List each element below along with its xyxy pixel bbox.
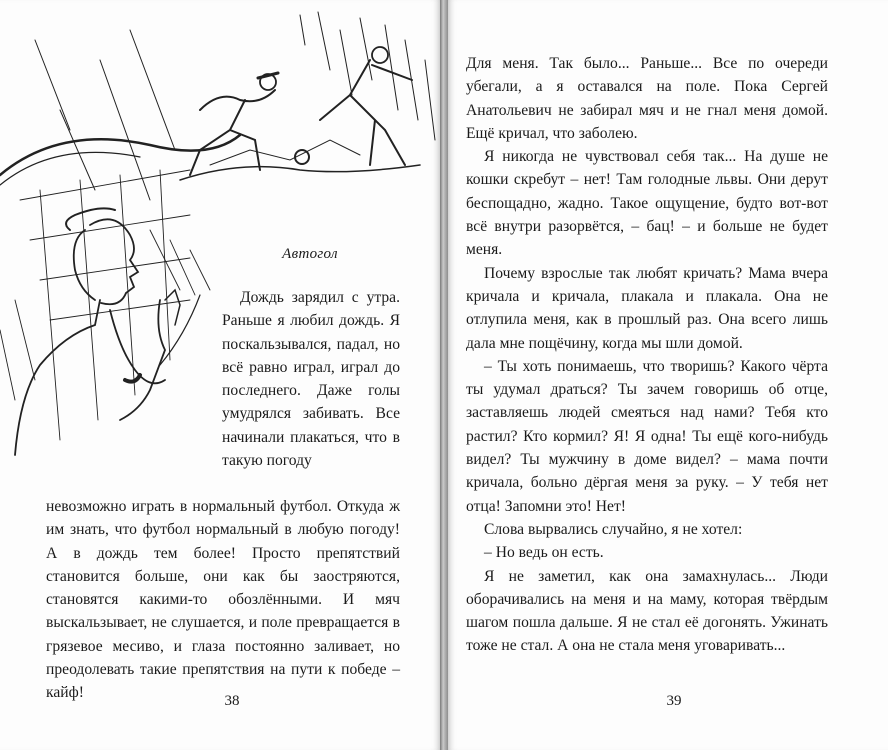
right-paragraph: Для меня. Так было... Раньше... Все по очереди убегали, а я оставался на поле. Пока Сергей Анатольевич не забирал мяч и не гнал меня домой. Ещё кричал, что заболею.	[466, 55, 828, 142]
left-text-narrow	[222, 286, 400, 472]
left-page	[0, 0, 440, 750]
left-paragraph-start: Дождь зарядил с утра. Раньше я любил дождь. Я поскальзывался, падал, но всё равно играл, играл до последнего. Даже голы умудрялся забивать. Все начинали плакаться, что в такую погоду	[222, 289, 400, 470]
right-paragraph: Я никогда не чувствовал себя так... На душе не кошки скребут – нет! Там голодные львы. Они дерут беспощадно, жадно. Такое ощущение, будто вот-вот всё внутри разорвётся, – бац! – и больше не будет меня.	[466, 148, 828, 259]
book-gutter	[440, 0, 448, 750]
right-text	[466, 52, 828, 658]
right-paragraph: – Ты хоть понимаешь, что творишь? Какого чёрта ты удумал драться? Ты зачем говоришь об отце, заставляешь людей смеяться над нами? Тебя кто растил? Кто кормил? Я! Я одна! Ты ещё кого-нибудь видел? Ты мужчину в доме видел? – мама почти кричала, больно дёргая меня за руку. – У тебя нет отца! Запомни это! Нет!	[466, 357, 828, 515]
right-paragraph: Я не заметил, как она замахнулась... Люди оборачивались на меня и на маму, которая твёрдым шагом пошла дальше. Я не стал её догонять. Ужинать тоже не стал. А она не стала меня уговаривать...	[466, 567, 828, 655]
right-paragraph: Слова вырвались случайно, я не хотел:	[484, 520, 743, 538]
left-text-wide	[46, 495, 400, 705]
page-number-right: 39	[666, 693, 682, 709]
left-paragraph-continued: невозможно играть в нормальный футбол. Откуда ж им знать, что футбол нормальный в любую погоду! А в дождь тем более! Просто препятствий становится больше, они как бы заостряются, становятся какими-то обозлёнными. И мяч выскальзывает, не слушается, и поле превращается в грязевое месиво, и глаза постоянно заливает, но преодолевать такие препятствия на пути к победе – кайф!	[46, 498, 400, 702]
right-page	[448, 0, 888, 750]
right-paragraph: Почему взрослые так любят кричать? Мама вчера кричала и кричала, плакала и плакала. Она не отлупила меня, как в прошлый раз. Она всего лишь дала мне пощёчину, когда мы шли домой.	[466, 264, 828, 352]
right-paragraph: – Но ведь он есть.	[484, 544, 604, 562]
page-number-left: 38	[224, 693, 240, 709]
chapter-title: Автогол	[282, 246, 338, 262]
